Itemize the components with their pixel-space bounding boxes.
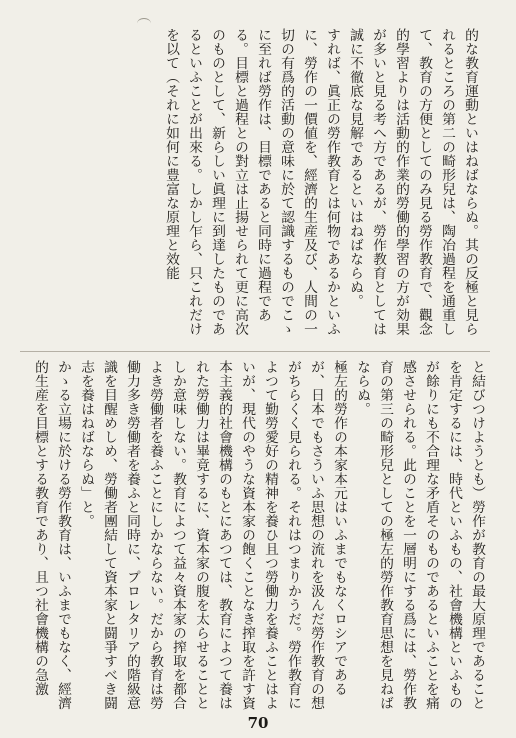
paragraph: 的な教育運動といはねばならぬ。其の反極と見られるところの第二の畸形兒は、陶冶過程を通重して、教育の方便としてのみ見る勞作教育で、觀念的學習よりは活動的作業的勞働的學習の方が効果が多いと見る考へ方であるが、勞作教育としては誠に不徹底な見解であるといはねばならぬ。 bbox=[347, 28, 478, 336]
column-divider bbox=[20, 351, 490, 352]
paragraph: かゝる立場に於ける勞作教育は、いふまでもなく、經濟的生産を目標とする教育であり、且つ社會機構の急激 bbox=[32, 360, 71, 710]
paragraph: 極左的勞作の本家本元はいふまでもなくロシアであるが、日本でもさういふ思想の流れを汲んだ勞作教育の想がちらくく見られる。それはつまりかうだ。勞作教育によつて勤勞愛好の精神を養ひ且つ勞働力を養ふことはよいが、現代のやうな資本家の飽くことなき搾取を許す資本主義的社會機構のもとにあつては、教育によつて養はれた勞働力は畢竟するに、資本家の腹を太らせることとしか意味しない。教育によつて益々資本家の搾取を都合よき勞働者を養ふことにしかならない。だから教育は勞働力多き勞働者を養ふと同時に、プロレタリア的階級意識を目醒めしめ、勞働者團結して資本家と闘爭すべき闘志を養はねばならぬ」と。 bbox=[78, 360, 347, 710]
paragraph: すれば、眞正の勞作教育とは何物であるかといふに、勞作の一價値を、經濟的生産及び、人間の一切の有爲的活動の意味に於て認識するものでこゝに至れば勞作は、目標であると同時に過程である。目標と過程との對立は止揚せられて更に高次のものとして、新らしい眞理に到達したものであるといふことが出來る。しかし乍ら、只これだけを以て（それに如何に豊富な原理と效能 bbox=[163, 28, 340, 336]
page-number: 70 bbox=[247, 714, 269, 732]
upper-text-column bbox=[35, 28, 481, 346]
lower-text-column bbox=[22, 360, 488, 712]
paragraph: と結びつけようとも）勞作が教育の最大原理であることを肯定するには、時代といふもの、社會機構といふものが餘りにも不合理な矛盾そのものであるといふことを痛感させられる。此のことを一層明にする爲には、勞作教育の第三の畸形兒としての極左的勞作教育思想を見ねばならぬ。 bbox=[354, 360, 485, 710]
